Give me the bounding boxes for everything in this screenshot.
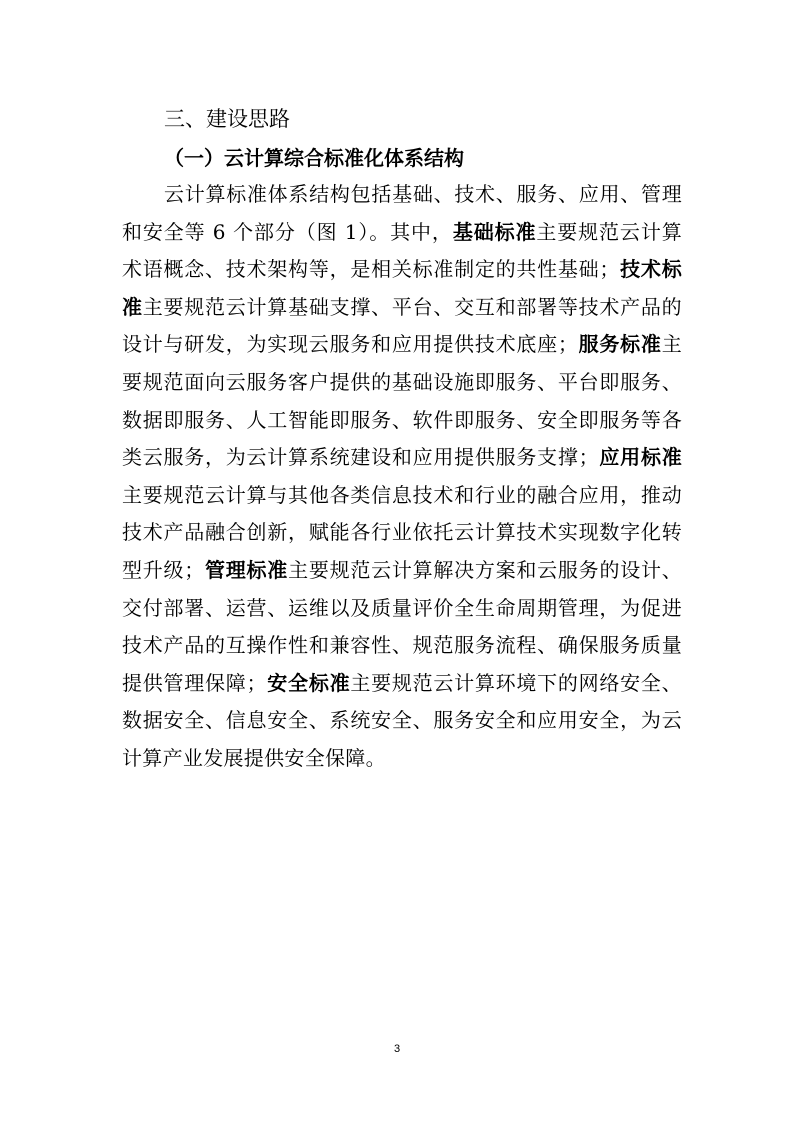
- term-application-standard: 应用标准: [598, 445, 682, 470]
- paragraph-intro: 云计算标准体系结构包括基础、技术、服务、应用、管理和安全等 6 个部分（图 1）。其中，: [122, 182, 682, 244]
- section-heading: 三、建设思路: [164, 107, 290, 131]
- body-paragraph: [122, 176, 682, 778]
- service-standard-text: 主要规范面向云服务客户提供的基础设施即服务、平台即服务、数据即服务、人工智能即服务、软件即服务、安全即服务等各类云服务，为云计算系统建设和应用提供服务支撑；: [122, 332, 682, 470]
- basic-standard-text: 主要规范云计算术语概念、技术架构等，是相关标准制定的共性基础；: [122, 219, 683, 282]
- term-security-standard: 安全标准: [266, 670, 351, 695]
- application-standard-text: 主要规范云计算与其他各类信息技术和行业的融合应用，推动技术产品融合创新，赋能各行业依托云计算技术实现数字化转型升级；: [122, 482, 682, 582]
- tech-standard-text: 主要规范云计算基础支撑、平台、交互和部署等技术产品的设计与研发，为实现云服务和应用提供技术底座；: [122, 294, 682, 357]
- page-number: 3: [393, 1043, 401, 1055]
- term-tech-standard: 技术标准: [122, 257, 682, 319]
- term-management-standard: 管理标准: [204, 557, 289, 582]
- subsection-heading: （一）云计算综合标准化体系结构: [164, 146, 464, 170]
- term-basic-standard: 基础标准: [452, 219, 537, 244]
- term-service-standard: 服务标准: [578, 332, 662, 357]
- management-standard-text: 主要规范云计算解决方案和云服务的设计、交付部署、运营、运维以及质量评价全生命周期管理，为促进技术产品的互操作性和兼容性、规范服务流程、确保服务质量提供管理保障；: [122, 557, 683, 695]
- security-standard-text: 主要规范云计算环境下的网络安全、数据安全、信息安全、系统安全、服务安全和应用安全，为云计算产业发展提供安全保障。: [122, 670, 682, 770]
